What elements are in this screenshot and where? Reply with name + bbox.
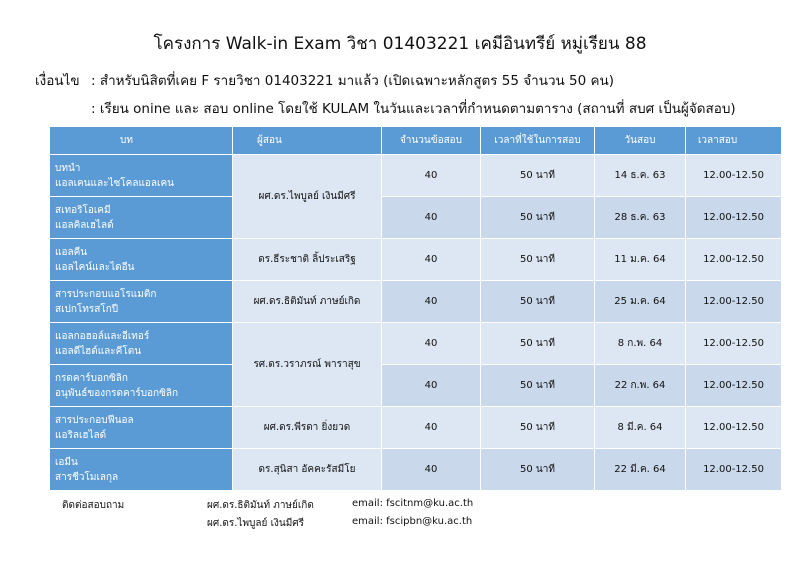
header-date: วันสอบ	[595, 127, 686, 155]
duration-cell: 50 นาที	[481, 365, 595, 407]
topic-cell: สเทอริโอเคมี แอลคิลเฮไลด์	[50, 197, 233, 239]
duration-cell: 50 นาที	[481, 407, 595, 449]
topic-cell: บทนำ แอลเคนและไซโคลแอลเคน	[50, 155, 233, 197]
exam-schedule-table	[49, 126, 782, 491]
date-cell: 28 ธ.ค. 63	[595, 197, 686, 239]
time-cell: 12.00-12.50	[686, 365, 782, 407]
duration-cell: 50 นาที	[481, 281, 595, 323]
count-cell: 40	[382, 407, 481, 449]
date-cell: 8 ก.พ. 64	[595, 323, 686, 365]
time-cell: 12.00-12.50	[686, 239, 782, 281]
duration-cell: 50 นาที	[481, 323, 595, 365]
teacher-cell: รศ.ดร.วราภรณ์ พาราสุข	[233, 323, 382, 407]
table-row	[50, 449, 782, 491]
count-cell: 40	[382, 323, 481, 365]
date-cell: 8 มี.ค. 64	[595, 407, 686, 449]
teacher-cell: ดร.สุนิสา อัคคะรัสมีโย	[233, 449, 382, 491]
count-cell: 40	[382, 155, 481, 197]
count-cell: 40	[382, 365, 481, 407]
teacher-cell: ผศ.ดร.ธิติมันท์ ภาษย์เกิด	[233, 281, 382, 323]
table-row	[50, 365, 782, 407]
contact-name-1: ผศ.ดร.ธิติมันท์ ภาษย์เกิด	[207, 500, 314, 511]
table-header-row	[50, 127, 782, 155]
contact-label: ติดต่อสอบถาม	[62, 500, 125, 511]
time-cell: 12.00-12.50	[686, 449, 782, 491]
time-cell: 12.00-12.50	[686, 407, 782, 449]
header-count: จำนวนข้อสอบ	[382, 127, 481, 155]
contact-email-1: email: fscitnm@ku.ac.th	[352, 498, 474, 509]
header-teacher: ผู้สอน	[233, 127, 382, 155]
time-cell: 12.00-12.50	[686, 155, 782, 197]
header-duration: เวลาที่ใช้ในการสอบ	[481, 127, 595, 155]
condition-text-2: : เรียน onine และ สอบ online โดยใช้ KULAM ในวันและเวลาที่กำหนดตามตาราง (สถานที่ สบศ เป็นผู้จัดสอบ)	[91, 101, 736, 117]
duration-cell: 50 นาที	[481, 239, 595, 281]
condition-label: เงื่อนไข	[35, 73, 80, 89]
table-row	[50, 197, 782, 239]
count-cell: 40	[382, 197, 481, 239]
count-cell: 40	[382, 449, 481, 491]
table-row	[50, 407, 782, 449]
time-cell: 12.00-12.50	[686, 281, 782, 323]
teacher-cell: ผศ.ดร.ไพบูลย์ เงินมีศรี	[233, 155, 382, 239]
document-title: โครงการ Walk-in Exam วิชา 01403221 เคมีอินทรีย์ หมู่เรียน 88	[153, 34, 647, 54]
date-cell: 11 ม.ค. 64	[595, 239, 686, 281]
teacher-cell: ผศ.ดร.พีรดา ยิ่งยวด	[233, 407, 382, 449]
topic-cell: แอลกอฮอล์และอีเทอร์ แอลดีไฮด์และคีโตน	[50, 323, 233, 365]
topic-cell: สารประกอบฟีนอล แอริลเฮไลด์	[50, 407, 233, 449]
topic-cell: สารประกอบแอโรแมติก สเปกโทรสโกปี	[50, 281, 233, 323]
condition-text-1: : สำหรับนิสิตที่เคย F รายวิชา 01403221 มาแล้ว (เปิดเฉพาะหลักสูตร 55 จำนวน 50 คน)	[91, 73, 615, 89]
time-cell: 12.00-12.50	[686, 323, 782, 365]
topic-cell: เอมีน สารชีวโมเลกุล	[50, 449, 233, 491]
duration-cell: 50 นาที	[481, 449, 595, 491]
condition-line-2	[35, 97, 736, 119]
contact-email-2: email: fscipbn@ku.ac.th	[352, 516, 473, 527]
date-cell: 25 ม.ค. 64	[595, 281, 686, 323]
date-cell: 14 ธ.ค. 63	[595, 155, 686, 197]
teacher-cell: ดร.ธีระชาติ ลิ้ประเสริฐ	[233, 239, 382, 281]
topic-cell: แอลคีน แอลไคน์และไดอีน	[50, 239, 233, 281]
duration-cell: 50 นาที	[481, 155, 595, 197]
table-row	[50, 281, 782, 323]
topic-cell: กรดคาร์บอกซิลิก อนุพันธ์ของกรดคาร์บอกซิลิก	[50, 365, 233, 407]
time-cell: 12.00-12.50	[686, 197, 782, 239]
header-topic: บท	[50, 127, 233, 155]
date-cell: 22 ก.พ. 64	[595, 365, 686, 407]
table-row	[50, 239, 782, 281]
table-row	[50, 323, 782, 365]
header-time: เวลาสอบ	[686, 127, 782, 155]
duration-cell: 50 นาที	[481, 197, 595, 239]
count-cell: 40	[382, 239, 481, 281]
count-cell: 40	[382, 281, 481, 323]
contact-name-2: ผศ.ดร.ไพบูลย์ เงินมีศรี	[207, 518, 305, 529]
table-row	[50, 155, 782, 197]
condition-line-1	[35, 69, 614, 91]
date-cell: 22 มี.ค. 64	[595, 449, 686, 491]
